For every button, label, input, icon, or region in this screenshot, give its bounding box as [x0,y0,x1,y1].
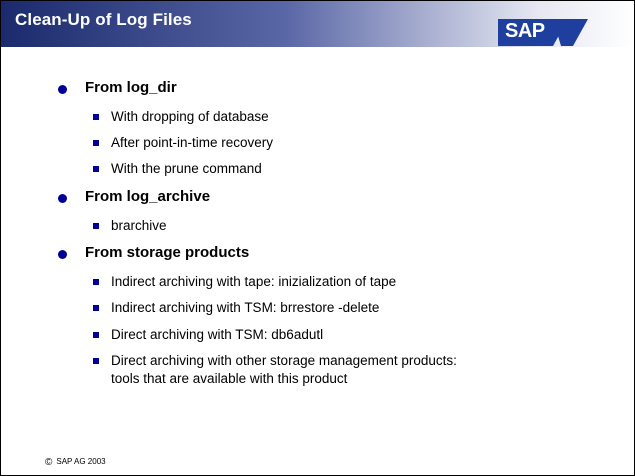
sub-bullet-square-icon [93,358,99,364]
footer-text: SAP AG 2003 [56,457,106,466]
copyright-icon: © [45,457,53,468]
sub-bullet-item: With dropping of database [111,109,269,124]
sub-bullet-item: Direct archiving with TSM: db6adutl [111,327,324,342]
bullet-item: From log_archive [85,188,211,205]
bullet-dot-icon [58,194,67,203]
sub-bullet-square-icon [93,114,99,120]
sub-bullet-item-continuation: tools that are available with this product [111,371,348,386]
sub-bullet-square-icon [93,279,99,285]
bullet-dot-icon [58,85,67,94]
slide-title: Clean-Up of Log Files [15,10,192,29]
sap-logo-text: SAP [505,20,545,42]
sub-bullet-item: Indirect archiving with tape: inizialization of tape [111,274,397,289]
bullet-item: From storage products [85,244,250,261]
sub-bullet-square-icon [93,140,99,146]
sub-bullet-item: Direct archiving with other storage management products: [111,353,457,368]
sub-bullet-item: brarchive [111,218,167,233]
sub-bullet-square-icon [93,305,99,311]
sub-bullet-square-icon [93,166,99,172]
footer [45,456,106,467]
sub-bullet-item: Indirect archiving with TSM: brrestore -delete [111,300,380,315]
sub-bullet-item: With the prune command [111,161,262,176]
bullet-dot-icon [58,250,67,259]
sub-bullet-square-icon [93,223,99,229]
sub-bullet-item: After point-in-time recovery [111,135,274,150]
slide-header [1,1,634,47]
bullet-item: From log_dir [85,79,177,96]
sub-bullet-square-icon [93,332,99,338]
